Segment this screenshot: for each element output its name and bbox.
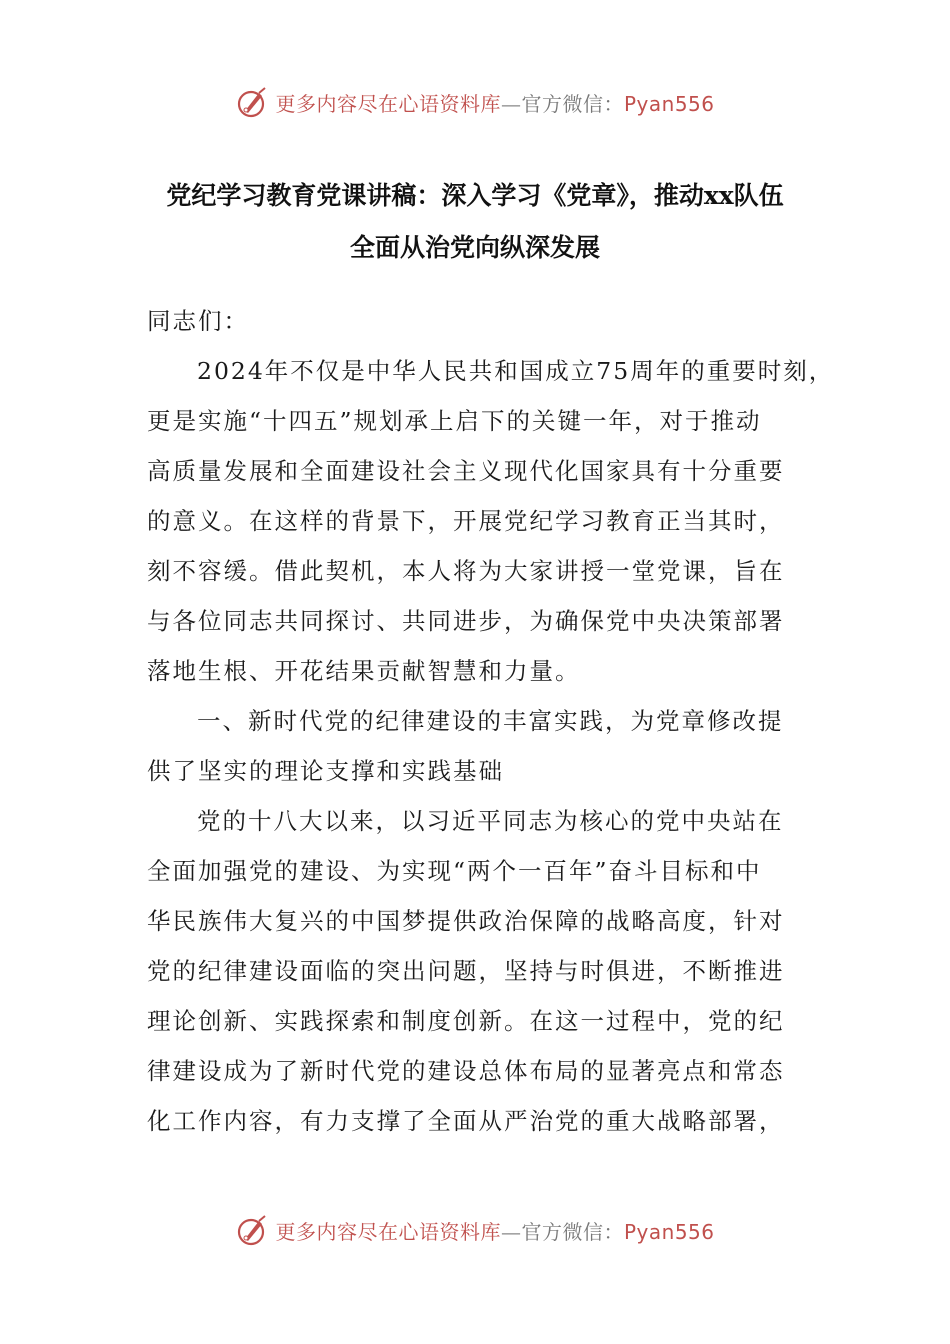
paragraph-line: 律建设成为了新时代党的建设总体布局的显著亮点和常态 bbox=[147, 1057, 785, 1085]
paragraph-line: 党的纪律建设面临的突出问题，坚持与时俱进，不断推进 bbox=[147, 957, 785, 985]
quill-logo-icon bbox=[235, 1212, 271, 1248]
section-heading-line: 一、新时代党的纪律建设的丰富实践，为党章修改提 bbox=[197, 707, 784, 735]
watermark-dash: — bbox=[500, 91, 522, 116]
watermark-label: 官方微信： bbox=[521, 91, 624, 116]
watermark-brand: 更多内容尽在心语资料库 bbox=[275, 91, 501, 116]
salutation: 同志们： bbox=[147, 307, 249, 335]
paragraph-line: 与各位同志共同探讨、共同进步，为确保党中央决策部署 bbox=[147, 607, 785, 635]
footer-watermark bbox=[0, 1210, 950, 1250]
watermark-brand: 更多内容尽在心语资料库 bbox=[275, 1219, 501, 1244]
title-line-2: 全面从治党向纵深发展 bbox=[349, 233, 600, 262]
section-heading-line: 供了坚实的理论支撑和实践基础 bbox=[147, 757, 504, 785]
paragraph-line: 的意义。在这样的背景下，开展党纪学习教育正当其时， bbox=[147, 507, 785, 535]
paragraph-line: 刻不容缓。借此契机，本人将为大家讲授一堂党课，旨在 bbox=[147, 557, 785, 585]
document-body bbox=[147, 296, 835, 1146]
quill-logo-icon bbox=[235, 84, 271, 120]
watermark-label: 官方微信： bbox=[521, 1219, 624, 1244]
paragraph-line: 2024年不仅是中华人民共和国成立75周年的重要时刻， bbox=[197, 357, 835, 385]
header-watermark bbox=[0, 82, 950, 122]
paragraph-line: 理论创新、实践探索和制度创新。在这一过程中，党的纪 bbox=[147, 1007, 785, 1035]
watermark-wechat-id: Pyan556 bbox=[623, 1219, 715, 1244]
paragraph-line: 党的十八大以来，以习近平同志为核心的党中央站在 bbox=[197, 807, 784, 835]
paragraph-line: 更是实施“十四五”规划承上启下的关键一年，对于推动 bbox=[147, 407, 762, 435]
document-title bbox=[100, 170, 850, 274]
paragraph-line: 全面加强党的建设、为实现“两个一百年”奋斗目标和中 bbox=[147, 857, 762, 885]
paragraph-line: 高质量发展和全面建设社会主义现代化国家具有十分重要 bbox=[147, 457, 785, 485]
title-line-1: 党纪学习教育党课讲稿：深入学习《党章》，推动xx队伍 bbox=[166, 181, 784, 210]
paragraph-line: 华民族伟大复兴的中国梦提供政治保障的战略高度，针对 bbox=[147, 907, 785, 935]
paragraph-line: 落地生根、开花结果贡献智慧和力量。 bbox=[147, 657, 581, 685]
watermark-wechat-id: Pyan556 bbox=[623, 91, 715, 116]
watermark-dash: — bbox=[500, 1219, 522, 1244]
paragraph-line: 化工作内容，有力支撑了全面从严治党的重大战略部署， bbox=[147, 1107, 785, 1135]
